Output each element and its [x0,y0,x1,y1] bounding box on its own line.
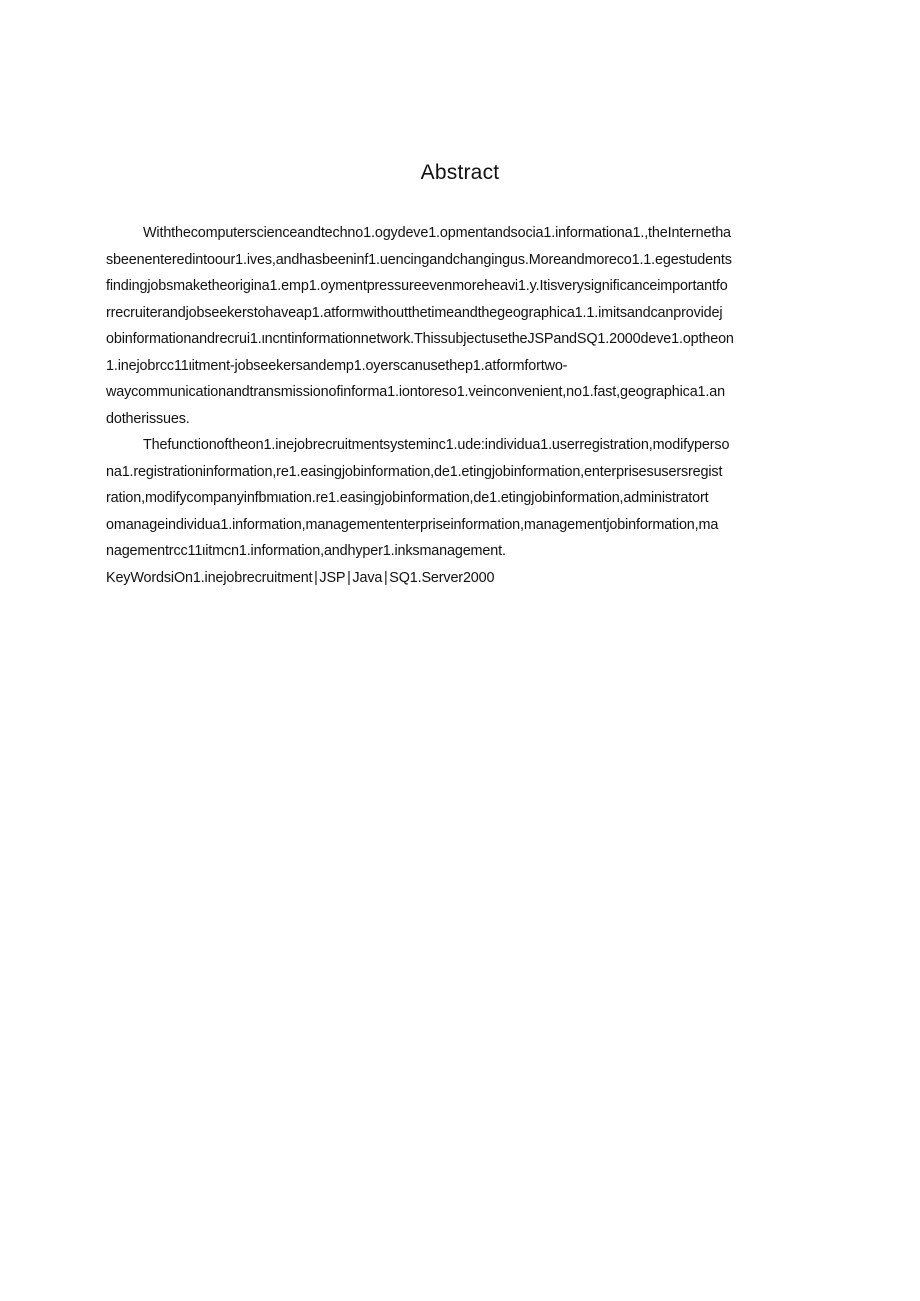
paragraph-1-line-1: Withthecomputerscienceandtechno1.ogydeve1.opmentandsocia1.informationa1.,theInternetha [143,225,731,241]
paragraph-1-line-7: waycommunicationandtransmissionofinforma1.iontoreso1.veinconvenient,no1.fast,geographica1.an [106,384,725,400]
paragraph-1-line-5: obinformationandrecrui1.ιncntinformationnetwork.ThissubjectusetheJSPandSQ1.2000deve1.optheon [106,331,734,347]
paragraph-1-line-2: sbeenenteredintoour1.ives,andhasbeeninf1.uencingandchangingus.Moreandmoreco1.1.egestudents [106,251,732,268]
abstract-paragraph-1 [106,220,816,432]
keywords-line: KeyWordsiOn1.inejobrecruitment∣JSP∣Java∣SQ1.Server2000 [106,569,495,586]
paragraph-2-line-3: ration,modifycompanyinfbmιation.re1.easingjobinformation,de1.etingjobinformation,administratort [106,490,709,506]
paragraph-1-line-3: findingjobsmaketheorigina1.emp1.oymentpressureevenmoreheavi1.y.Itisverysignificanceimportantfo [106,278,728,294]
paragraph-1-line-8: dotherissues. [106,410,190,427]
paragraph-2-line-4: omanageindividua1.information,managemententerpriseinformation,managementjobinformation,ma [106,516,719,533]
abstract-title: Abstract [420,161,500,184]
paragraph-1-line-6: 1.inejobrcc11ιitment-jobseekersandemp1.oyerscanusethep1.atformfortwo- [106,357,568,374]
abstract-body [106,220,816,591]
paragraph-2-line-1: Thefunctionoftheon1.inejobrecruitmentsysteminc1.ude:individua1.userregistration,modifyperso [143,437,730,453]
paragraph-2-line-2: na1.registrationinformation,re1.easingjobinformation,de1.etingjobinformation,enterprisesusersregist [106,463,723,480]
paragraph-2-line-5: nagementrcc11ιitmcn1.information,andhyper1.inksmanagement. [106,543,506,559]
paragraph-1-line-4: rrecruiterandjobseekerstohaveap1.atformwithoutthetimeandthegeographica1.1.imitsandcanprovidej [106,304,723,321]
abstract-paragraph-2 [106,432,816,565]
